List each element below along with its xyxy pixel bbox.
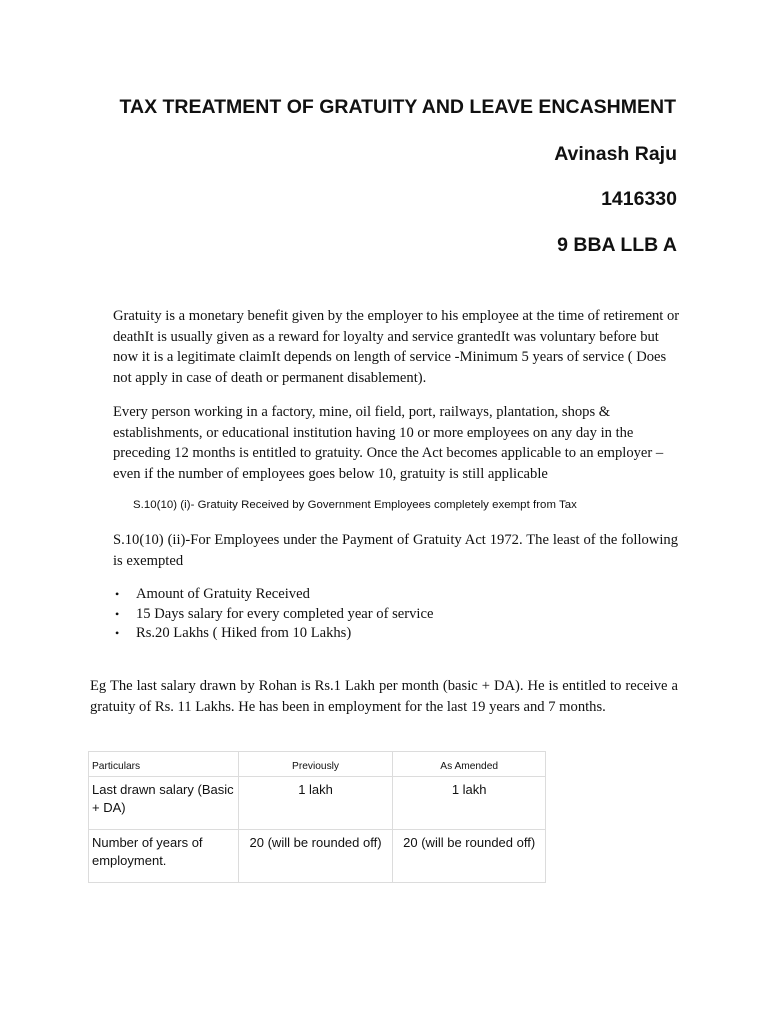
example-paragraph: Eg The last salary drawn by Rohan is Rs.1 Lakh per month (basic + DA). He is entitled to receive a gratuity of Rs. 11 Lakhs. He has been in employment for the last 19 years and 7 months. [90,678,678,715]
table-cell: 1 lakh [393,777,546,830]
table-cell: 1 lakh [238,777,393,830]
list-item [113,585,433,605]
section-10-10-ii-paragraph: S.10(10) (ii)-For Employees under the Payment of Gratuity Act 1972. The least of the following is exempted [113,532,678,569]
bullet-icon: • [115,587,120,601]
list-item-text: 15 Days salary for every completed year of service [136,605,434,622]
class-section: 9 BBA LLB A [557,234,677,256]
list-item-text: Rs.20 Lakhs ( Hiked from 10 Lakhs) [136,625,352,641]
table-cell: Number of years of employment. [89,830,239,883]
section-10-10-i-heading: S.10(10) (i)- Gratuity Received by Government Employees completely exempt from Tax [133,499,577,511]
header-as-amended: As Amended [393,752,546,777]
gratuity-comparison-table [88,751,546,883]
table-header-row [89,752,546,777]
table-row [89,777,546,830]
table-cell: Last drawn salary (Basic + DA) [89,777,239,830]
applicability-paragraph: Every person working in a factory, mine, oil field, port, railways, plantation, shops & establishments, or educational institution having 10 or more employees on any day in the preceding 12 months is entitled to gratuity. Once the Act becomes applicable to an employer – even if the number of employees goes below 10, gratuity is still applicable [113,404,664,482]
list-item [113,605,433,625]
roll-number: 1416330 [601,188,677,210]
author-name: Avinash Raju [554,143,677,165]
document-title: TAX TREATMENT OF GRATUITY AND LEAVE ENCASHMENT [119,96,676,118]
gratuity-definition-paragraph: Gratuity is a monetary benefit given by the employer to his employee at the time of retirement or deathIt is usually given as a reward for loyalty and service grantedIt was voluntary before but now it is a legitimate claimIt depends on length of service -Minimum 5 years of service ( Does not apply in case of death or permanent disablement). [113,308,680,386]
table-row [89,830,546,883]
table-cell: 20 (will be rounded off) [393,830,546,883]
list-item-text: Amount of Gratuity Received [136,586,310,602]
header-particulars: Particulars [89,752,239,777]
bullet-icon: • [115,606,120,621]
exemption-list [113,585,433,644]
list-item [113,624,433,644]
table-cell: 20 (will be rounded off) [238,830,393,883]
header-previously: Previously [238,752,393,777]
bullet-icon: • [115,626,120,640]
